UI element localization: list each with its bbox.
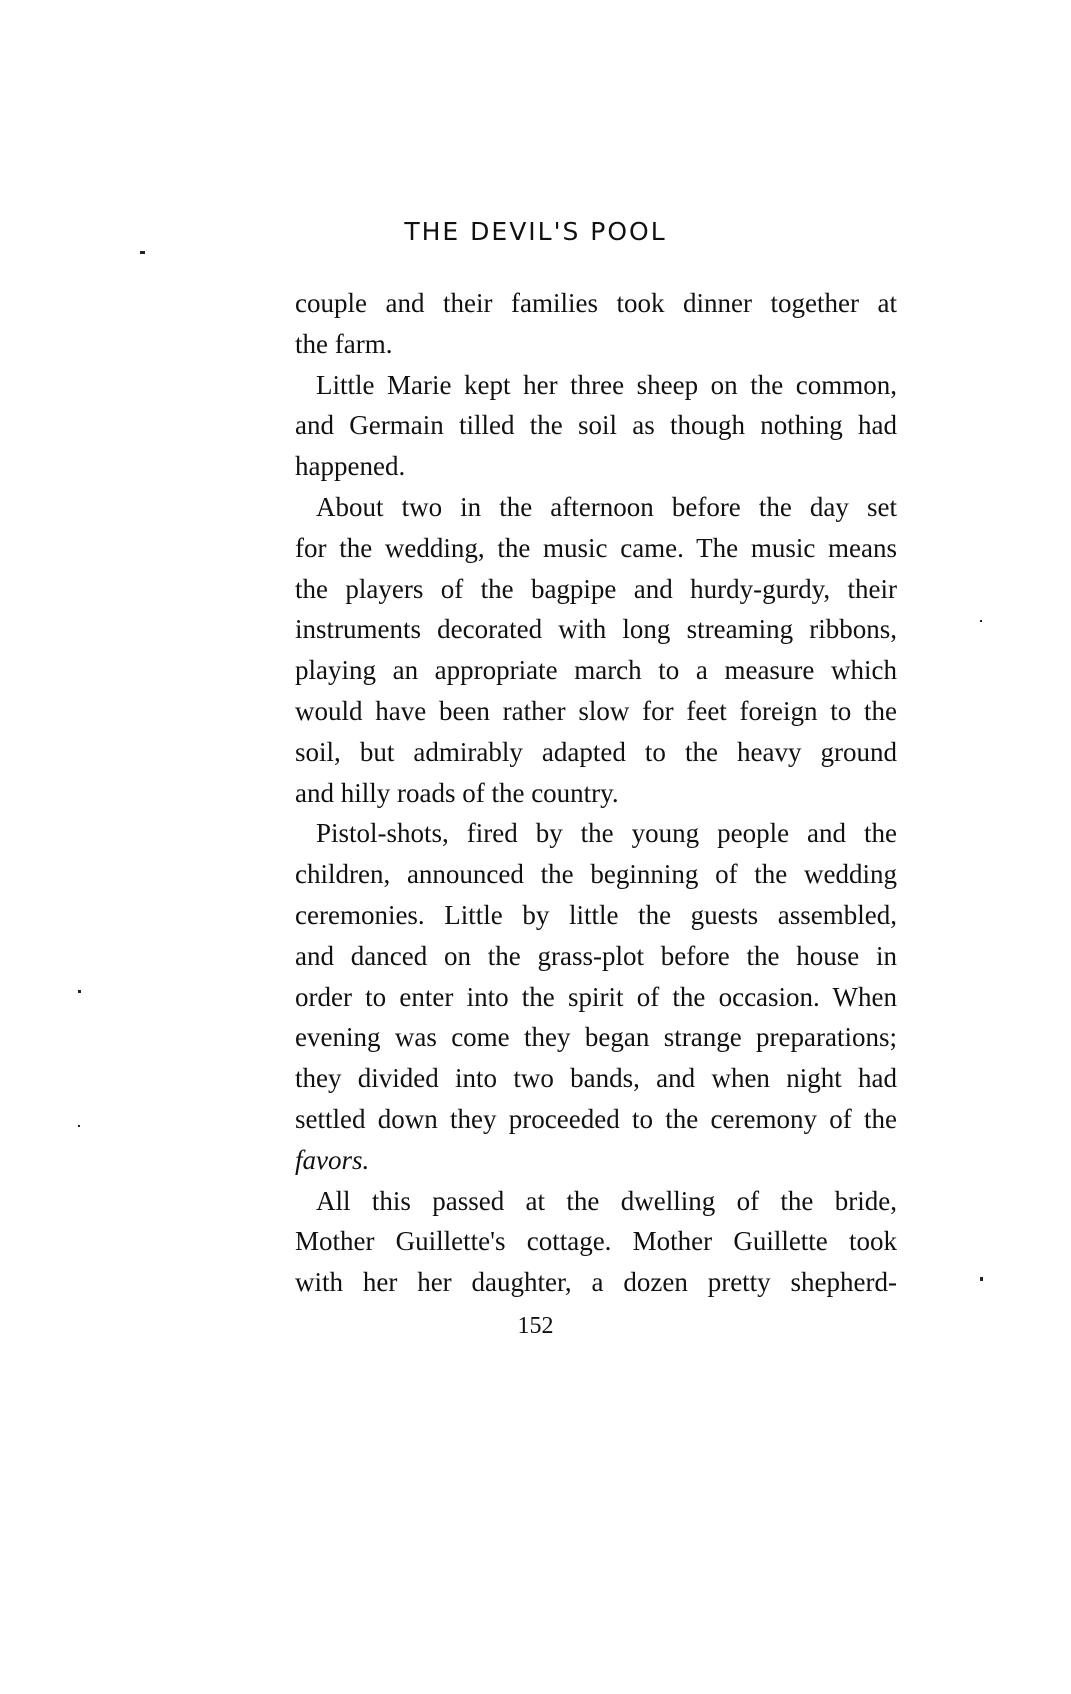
scan-speck — [980, 1277, 983, 1281]
text-line: ceremonies. Little by little the guests assembled, — [295, 899, 897, 930]
text-line: and danced on the grass-plot before the house in — [295, 940, 897, 971]
text-line: playing an appropriate march to a measure which — [295, 655, 897, 686]
body-text — [295, 283, 897, 1303]
text-line: couple and their families took dinner together at — [295, 288, 897, 318]
text-line: the players of the bagpipe and hurdy-gurdy, their — [295, 573, 897, 604]
text-line: children, announced the beginning of the wedding — [295, 859, 897, 890]
scan-speck — [980, 620, 982, 622]
text-line: and hilly roads of the country. — [295, 777, 619, 808]
scan-speck — [140, 251, 145, 254]
text-line: the farm. — [295, 328, 393, 359]
text-line: they divided into two bands, and when night had — [295, 1063, 897, 1094]
running-header: THE DEVIL'S POOL — [404, 217, 667, 246]
text-line: All this passed at the dwelling of the bride, — [316, 1185, 897, 1216]
text-line: for the wedding, the music came. The music means — [295, 532, 897, 563]
text-line: happened. — [295, 451, 406, 482]
text-line: evening was come they began strange preparations; — [295, 1022, 897, 1053]
page-number: 152 — [517, 1313, 554, 1339]
text-line: Pistol-shots, fired by the young people and the — [316, 818, 897, 849]
text-line: Mother Guillette's cottage. Mother Guillette took — [295, 1226, 897, 1257]
text-line: Little Marie kept her three sheep on the common, — [316, 369, 897, 400]
text-line: About two in the afternoon before the day set — [316, 491, 897, 522]
text-line: would have been rather slow for feet foreign to the — [295, 695, 897, 726]
scan-speck — [78, 990, 81, 993]
text-line: favors. — [295, 1144, 370, 1175]
text-line: settled down they proceeded to the ceremony of the — [295, 1103, 897, 1134]
text-line: soil, but admirably adapted to the heavy ground — [295, 736, 897, 767]
text-line: order to enter into the spirit of the occasion. When — [295, 981, 897, 1012]
text-line: instruments decorated with long streaming ribbons, — [295, 614, 897, 645]
text-line: with her her daughter, a dozen pretty shepherd- — [295, 1267, 897, 1298]
scan-speck — [78, 1125, 80, 1127]
text-line: and Germain tilled the soil as though nothing had — [295, 410, 897, 441]
